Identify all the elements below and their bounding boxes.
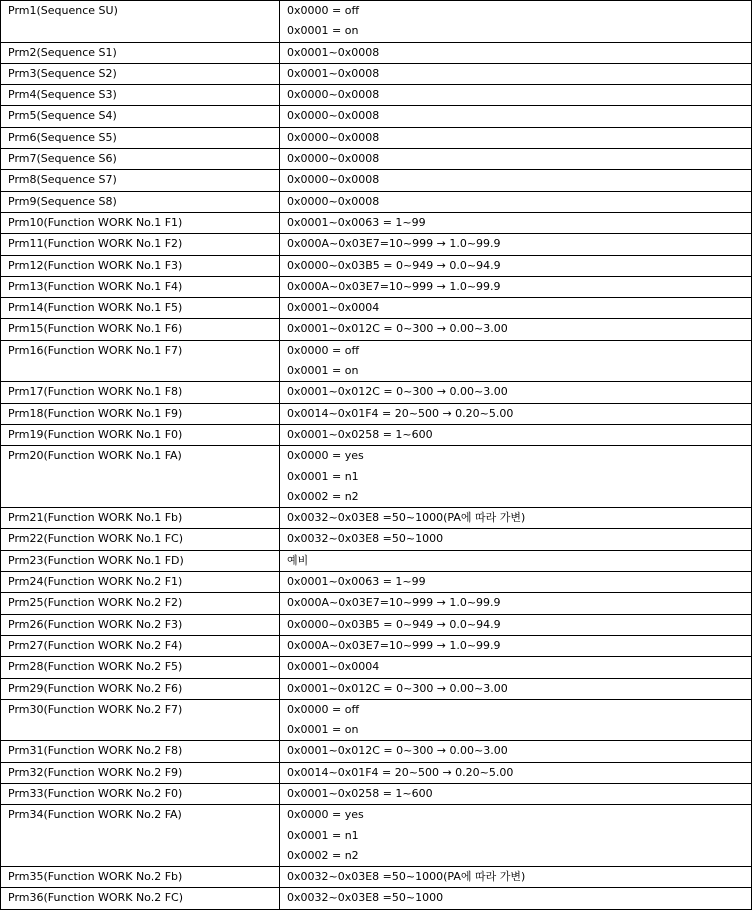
parameter-range-value: 0x0002 = n2 — [287, 848, 359, 862]
parameter-range-value: 0x0001~0x0004 — [287, 660, 380, 674]
table-row — [1, 106, 752, 127]
parameter-name: Prm24(Function WORK No.2 F1) — [8, 575, 183, 589]
table-row — [1, 572, 752, 593]
table-row — [1, 657, 752, 678]
table-row — [1, 127, 752, 148]
parameter-name-cell — [1, 529, 280, 550]
parameter-name-cell — [1, 635, 280, 656]
parameter-range-value: 0x0000~0x0008 — [287, 173, 380, 187]
parameter-range-cell — [280, 319, 752, 340]
parameter-name-cell — [1, 699, 280, 741]
parameter-name-cell — [1, 593, 280, 614]
parameter-name-cell — [1, 63, 280, 84]
table-row — [1, 550, 752, 571]
table-row — [1, 678, 752, 699]
table-row — [1, 424, 752, 445]
parameter-range-value: 0x000A~0x03E7=10~999 → 1.0~99.9 — [287, 638, 501, 652]
parameter-name-cell — [1, 276, 280, 297]
parameter-name: Prm36(Function WORK No.2 FC) — [8, 891, 184, 905]
parameter-range-cell — [280, 85, 752, 106]
parameter-name-cell — [1, 382, 280, 403]
parameter-name: Prm35(Function WORK No.2 Fb) — [8, 870, 183, 884]
parameter-range-value: 0x0000~0x0008 — [287, 88, 380, 102]
parameter-name-cell — [1, 149, 280, 170]
parameter-name-cell — [1, 212, 280, 233]
parameter-name: Prm17(Function WORK No.1 F8) — [8, 385, 183, 399]
parameter-name-cell — [1, 170, 280, 191]
parameter-range-value: 예비 — [287, 553, 309, 567]
parameter-range-value: 0x0001~0x012C = 0~300 → 0.00~3.00 — [287, 385, 508, 399]
parameter-range-cell — [280, 403, 752, 424]
parameter-range-cell — [280, 741, 752, 762]
parameter-range-cell — [280, 805, 752, 867]
parameter-range-cell — [280, 446, 752, 508]
parameter-range-cell — [280, 783, 752, 804]
parameter-name-cell — [1, 550, 280, 571]
table-row — [1, 508, 752, 529]
table-row — [1, 741, 752, 762]
parameter-range-cell — [280, 1, 752, 43]
parameter-range-cell — [280, 550, 752, 571]
parameter-range-value: 0x0014~0x01F4 = 20~500 → 0.20~5.00 — [287, 406, 514, 420]
parameter-name: Prm19(Function WORK No.1 F0) — [8, 427, 183, 441]
parameter-name: Prm25(Function WORK No.2 F2) — [8, 596, 183, 610]
parameter-range-value: 0x0001 = n1 — [287, 469, 359, 483]
parameter-name-cell — [1, 508, 280, 529]
parameter-name: Prm13(Function WORK No.1 F4) — [8, 279, 183, 293]
parameter-range-cell — [280, 614, 752, 635]
parameter-range-value: 0x0001~0x012C = 0~300 → 0.00~3.00 — [287, 744, 508, 758]
parameter-name-cell — [1, 783, 280, 804]
parameter-range-value: 0x0000~0x0008 — [287, 109, 380, 123]
parameter-range-cell — [280, 212, 752, 233]
parameter-table-body — [1, 1, 752, 910]
parameter-name: Prm33(Function WORK No.2 F0) — [8, 786, 183, 800]
parameter-name-cell — [1, 614, 280, 635]
parameter-name: Prm21(Function WORK No.1 Fb) — [8, 511, 183, 525]
table-row — [1, 63, 752, 84]
table-row — [1, 635, 752, 656]
parameter-name-cell — [1, 340, 280, 382]
parameter-range-value: 0x0000 = off — [287, 702, 360, 716]
parameter-range-cell — [280, 529, 752, 550]
parameter-range-value: 0x0000 = yes — [287, 808, 364, 822]
parameter-range-value: 0x0032~0x03E8 =50~1000 — [287, 891, 444, 905]
parameter-name-cell — [1, 298, 280, 319]
parameter-name: Prm12(Function WORK No.1 F3) — [8, 258, 183, 272]
parameter-range-value: 0x0001~0x0258 = 1~600 — [287, 427, 433, 441]
parameter-name: Prm8(Sequence S7) — [8, 173, 117, 187]
parameter-name-cell — [1, 805, 280, 867]
parameter-name: Prm31(Function WORK No.2 F8) — [8, 744, 183, 758]
parameter-name: Prm15(Function WORK No.1 F6) — [8, 322, 183, 336]
table-row — [1, 1, 752, 43]
parameter-name: Prm14(Function WORK No.1 F5) — [8, 301, 183, 315]
table-row — [1, 593, 752, 614]
parameter-name-cell — [1, 42, 280, 63]
parameter-name: Prm34(Function WORK No.2 FA) — [8, 808, 182, 822]
parameter-name-cell — [1, 255, 280, 276]
table-row — [1, 234, 752, 255]
parameter-name: Prm28(Function WORK No.2 F5) — [8, 660, 183, 674]
parameter-range-value: 0x000A~0x03E7=10~999 → 1.0~99.9 — [287, 279, 501, 293]
parameter-range-value: 0x0032~0x03E8 =50~1000(PA에 따라 가변) — [287, 870, 526, 884]
parameter-name: Prm3(Sequence S2) — [8, 66, 117, 80]
parameter-name-cell — [1, 403, 280, 424]
parameter-name: Prm1(Sequence SU) — [8, 4, 118, 17]
parameter-range-cell — [280, 191, 752, 212]
parameter-range-cell — [280, 255, 752, 276]
parameter-range-cell — [280, 298, 752, 319]
table-row — [1, 867, 752, 888]
parameter-range-cell — [280, 888, 752, 909]
parameter-name-cell — [1, 888, 280, 909]
parameter-name: Prm20(Function WORK No.1 FA) — [8, 449, 182, 463]
table-row — [1, 699, 752, 741]
parameter-range-value: 0x0000~0x0008 — [287, 130, 380, 144]
parameter-name-cell — [1, 867, 280, 888]
parameter-range-cell — [280, 657, 752, 678]
parameter-range-value: 0x0032~0x03E8 =50~1000 — [287, 532, 444, 546]
parameter-range-value: 0x000A~0x03E7=10~999 → 1.0~99.9 — [287, 596, 501, 610]
parameter-range-cell — [280, 635, 752, 656]
parameter-range-cell — [280, 276, 752, 297]
parameter-range-value: 0x0000~0x0008 — [287, 194, 380, 208]
parameter-name: Prm26(Function WORK No.2 F3) — [8, 617, 183, 631]
parameter-range-value: 0x0032~0x03E8 =50~1000(PA에 따라 가변) — [287, 511, 526, 525]
parameter-range-cell — [280, 340, 752, 382]
parameter-range-value: 0x0001 = on — [287, 364, 359, 378]
parameter-name: Prm30(Function WORK No.2 F7) — [8, 702, 183, 716]
parameter-name-cell — [1, 762, 280, 783]
parameter-name-cell — [1, 741, 280, 762]
parameter-name: Prm29(Function WORK No.2 F6) — [8, 681, 183, 695]
parameter-name-cell — [1, 572, 280, 593]
table-row — [1, 42, 752, 63]
table-row — [1, 85, 752, 106]
table-row — [1, 783, 752, 804]
parameter-range-value: 0x0000 = off — [287, 4, 360, 17]
table-row — [1, 191, 752, 212]
parameter-name-cell — [1, 85, 280, 106]
table-row — [1, 170, 752, 191]
table-row — [1, 298, 752, 319]
parameter-range-value: 0x0001 = on — [287, 24, 359, 38]
parameter-range-cell — [280, 42, 752, 63]
parameter-range-cell — [280, 234, 752, 255]
parameter-range-cell — [280, 762, 752, 783]
parameter-range-cell — [280, 127, 752, 148]
parameter-name: Prm23(Function WORK No.1 FD) — [8, 553, 184, 567]
parameter-range-cell — [280, 867, 752, 888]
table-row — [1, 762, 752, 783]
table-row — [1, 255, 752, 276]
parameter-range-value: 0x0001~0x0063 = 1~99 — [287, 575, 426, 589]
parameter-name-cell — [1, 1, 280, 43]
parameter-name-cell — [1, 446, 280, 508]
parameter-range-cell — [280, 508, 752, 529]
table-row — [1, 529, 752, 550]
parameter-name-cell — [1, 657, 280, 678]
parameter-range-cell — [280, 170, 752, 191]
parameter-range-cell — [280, 382, 752, 403]
table-row — [1, 149, 752, 170]
parameter-name: Prm10(Function WORK No.1 F1) — [8, 215, 183, 229]
parameter-name-cell — [1, 319, 280, 340]
parameter-name: Prm32(Function WORK No.2 F9) — [8, 765, 183, 779]
table-row — [1, 888, 752, 909]
parameter-name-cell — [1, 424, 280, 445]
parameter-range-value: 0x0000 = off — [287, 343, 360, 357]
parameter-range-cell — [280, 63, 752, 84]
parameter-range-value: 0x0001~0x0063 = 1~99 — [287, 215, 426, 229]
parameter-range-cell — [280, 699, 752, 741]
parameter-range-cell — [280, 678, 752, 699]
parameter-name: Prm27(Function WORK No.2 F4) — [8, 638, 183, 652]
parameter-range-cell — [280, 106, 752, 127]
parameter-range-value: 0x0001~0x0008 — [287, 45, 380, 59]
parameter-range-cell — [280, 149, 752, 170]
table-row — [1, 403, 752, 424]
parameter-name: Prm5(Sequence S4) — [8, 109, 117, 123]
parameter-range-value: 0x000A~0x03E7=10~999 → 1.0~99.9 — [287, 237, 501, 251]
parameter-range-value: 0x0002 = n2 — [287, 489, 359, 503]
parameter-range-cell — [280, 424, 752, 445]
table-row — [1, 382, 752, 403]
parameter-range-value: 0x0001~0x0004 — [287, 301, 380, 315]
parameter-name-cell — [1, 127, 280, 148]
parameter-name: Prm22(Function WORK No.1 FC) — [8, 532, 184, 546]
parameter-range-value: 0x0001~0x0008 — [287, 66, 380, 80]
table-row — [1, 805, 752, 867]
parameter-range-value: 0x0001~0x012C = 0~300 → 0.00~3.00 — [287, 681, 508, 695]
parameter-range-value: 0x0014~0x01F4 = 20~500 → 0.20~5.00 — [287, 765, 514, 779]
parameter-range-cell — [280, 572, 752, 593]
table-row — [1, 614, 752, 635]
parameter-range-value: 0x0000~0x03B5 = 0~949 → 0.0~94.9 — [287, 617, 501, 631]
parameter-range-cell — [280, 593, 752, 614]
parameter-name-cell — [1, 234, 280, 255]
parameter-name: Prm6(Sequence S5) — [8, 130, 117, 144]
parameter-name: Prm18(Function WORK No.1 F9) — [8, 406, 183, 420]
table-row — [1, 446, 752, 508]
parameter-name: Prm7(Sequence S6) — [8, 152, 117, 166]
table-row — [1, 276, 752, 297]
parameter-range-value: 0x0001~0x0258 = 1~600 — [287, 786, 433, 800]
parameter-range-value: 0x0000 = yes — [287, 449, 364, 463]
parameter-name: Prm4(Sequence S3) — [8, 88, 117, 102]
parameter-name-cell — [1, 106, 280, 127]
parameter-range-value: 0x0001 = n1 — [287, 828, 359, 842]
table-row — [1, 212, 752, 233]
parameter-range-value: 0x0000~0x0008 — [287, 152, 380, 166]
parameter-range-value: 0x0001~0x012C = 0~300 → 0.00~3.00 — [287, 322, 508, 336]
parameter-name: Prm9(Sequence S8) — [8, 194, 117, 208]
parameter-name: Prm16(Function WORK No.1 F7) — [8, 343, 183, 357]
parameter-name: Prm11(Function WORK No.1 F2) — [8, 237, 183, 251]
parameter-name-cell — [1, 191, 280, 212]
parameter-name-cell — [1, 678, 280, 699]
parameter-range-value: 0x0000~0x03B5 = 0~949 → 0.0~94.9 — [287, 258, 501, 272]
parameter-name: Prm2(Sequence S1) — [8, 45, 117, 59]
parameter-range-value: 0x0001 = on — [287, 723, 359, 737]
table-row — [1, 340, 752, 382]
table-row — [1, 319, 752, 340]
